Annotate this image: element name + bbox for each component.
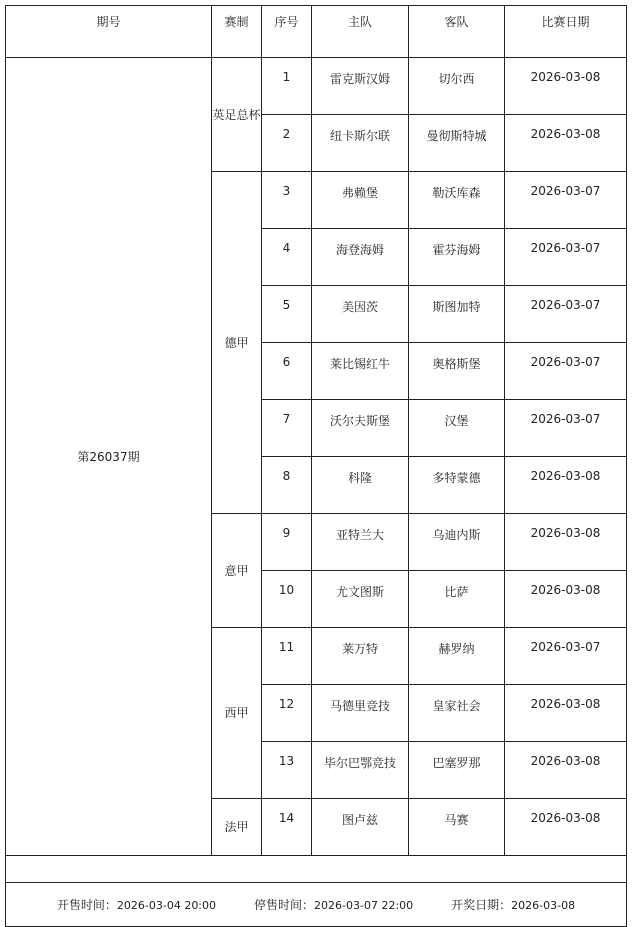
away-team-cell: 比萨 [409,571,505,628]
seq-cell: 6 [262,343,312,400]
sale-start-time [57,896,216,913]
competition-cell: 西甲 [212,628,262,799]
home-team-cell: 毕尔巴鄂竞技 [312,742,409,799]
seq-cell: 10 [262,571,312,628]
header-away: 客队 [409,6,505,58]
header-seq: 序号 [262,6,312,58]
away-team-cell: 赫罗纳 [409,628,505,685]
away-team-cell: 奥格斯堡 [409,343,505,400]
match-date-cell: 2026-03-08 [505,514,627,571]
header-competition: 赛制 [212,6,262,58]
match-date-cell: 2026-03-07 [505,286,627,343]
away-team-cell: 勒沃库森 [409,172,505,229]
match-date-cell: 2026-03-08 [505,58,627,115]
match-date-cell: 2026-03-08 [505,742,627,799]
seq-cell: 14 [262,799,312,856]
header-home: 主队 [312,6,409,58]
home-team-cell: 莱比锡红牛 [312,343,409,400]
draw-date [451,896,575,913]
sale-end-time [254,896,413,913]
home-team-cell: 沃尔夫斯堡 [312,400,409,457]
away-team-cell: 霍芬海姆 [409,229,505,286]
match-date-cell: 2026-03-07 [505,172,627,229]
home-team-cell: 图卢兹 [312,799,409,856]
table-row [6,58,627,115]
match-date-cell: 2026-03-08 [505,571,627,628]
footer-row [6,883,627,927]
match-date-cell: 2026-03-07 [505,400,627,457]
match-date-cell: 2026-03-07 [505,343,627,400]
seq-cell: 13 [262,742,312,799]
home-team-cell: 马德里竞技 [312,685,409,742]
match-date-cell: 2026-03-08 [505,685,627,742]
away-team-cell: 马赛 [409,799,505,856]
home-team-cell: 纽卡斯尔联 [312,115,409,172]
home-team-cell: 海登海姆 [312,229,409,286]
header-period: 期号 [6,6,212,58]
home-team-cell: 雷克斯汉姆 [312,58,409,115]
draw-date-label: 开奖日期： [451,898,512,912]
match-date-cell: 2026-03-07 [505,628,627,685]
schedule-table [5,5,627,927]
away-team-cell: 斯图加特 [409,286,505,343]
draw-date-value: 2026-03-08 [511,899,576,912]
home-team-cell: 科隆 [312,457,409,514]
seq-cell: 1 [262,58,312,115]
seq-cell: 3 [262,172,312,229]
away-team-cell: 多特蒙德 [409,457,505,514]
competition-cell: 英足总杯 [212,58,262,172]
period-cell: 第26037期 [6,58,212,856]
header-row [6,6,627,58]
match-date-cell: 2026-03-08 [505,799,627,856]
seq-cell: 2 [262,115,312,172]
competition-cell: 意甲 [212,514,262,628]
seq-cell: 11 [262,628,312,685]
home-team-cell: 尤文图斯 [312,571,409,628]
match-date-cell: 2026-03-08 [505,115,627,172]
seq-cell: 5 [262,286,312,343]
match-date-cell: 2026-03-08 [505,457,627,514]
sale-start-time-value: 2026-03-04 20:00 [116,899,217,912]
away-team-cell: 切尔西 [409,58,505,115]
spacer-row [6,856,627,883]
away-team-cell: 巴塞罗那 [409,742,505,799]
seq-cell: 9 [262,514,312,571]
header-date: 比赛日期 [505,6,627,58]
sale-end-time-label: 停售时间： [254,898,315,912]
seq-cell: 4 [262,229,312,286]
home-team-cell: 弗赖堡 [312,172,409,229]
away-team-cell: 皇家社会 [409,685,505,742]
seq-cell: 12 [262,685,312,742]
away-team-cell: 曼彻斯特城 [409,115,505,172]
away-team-cell: 汉堡 [409,400,505,457]
competition-cell: 法甲 [212,799,262,856]
match-date-cell: 2026-03-07 [505,229,627,286]
sale-start-time-label: 开售时间： [56,898,117,912]
spacer-cell [6,856,627,883]
home-team-cell: 美因茨 [312,286,409,343]
footer-cell [6,883,627,927]
home-team-cell: 莱万特 [312,628,409,685]
seq-cell: 7 [262,400,312,457]
away-team-cell: 乌迪内斯 [409,514,505,571]
sale-end-time-value: 2026-03-07 22:00 [314,899,414,912]
seq-cell: 8 [262,457,312,514]
home-team-cell: 亚特兰大 [312,514,409,571]
competition-cell: 德甲 [212,172,262,514]
